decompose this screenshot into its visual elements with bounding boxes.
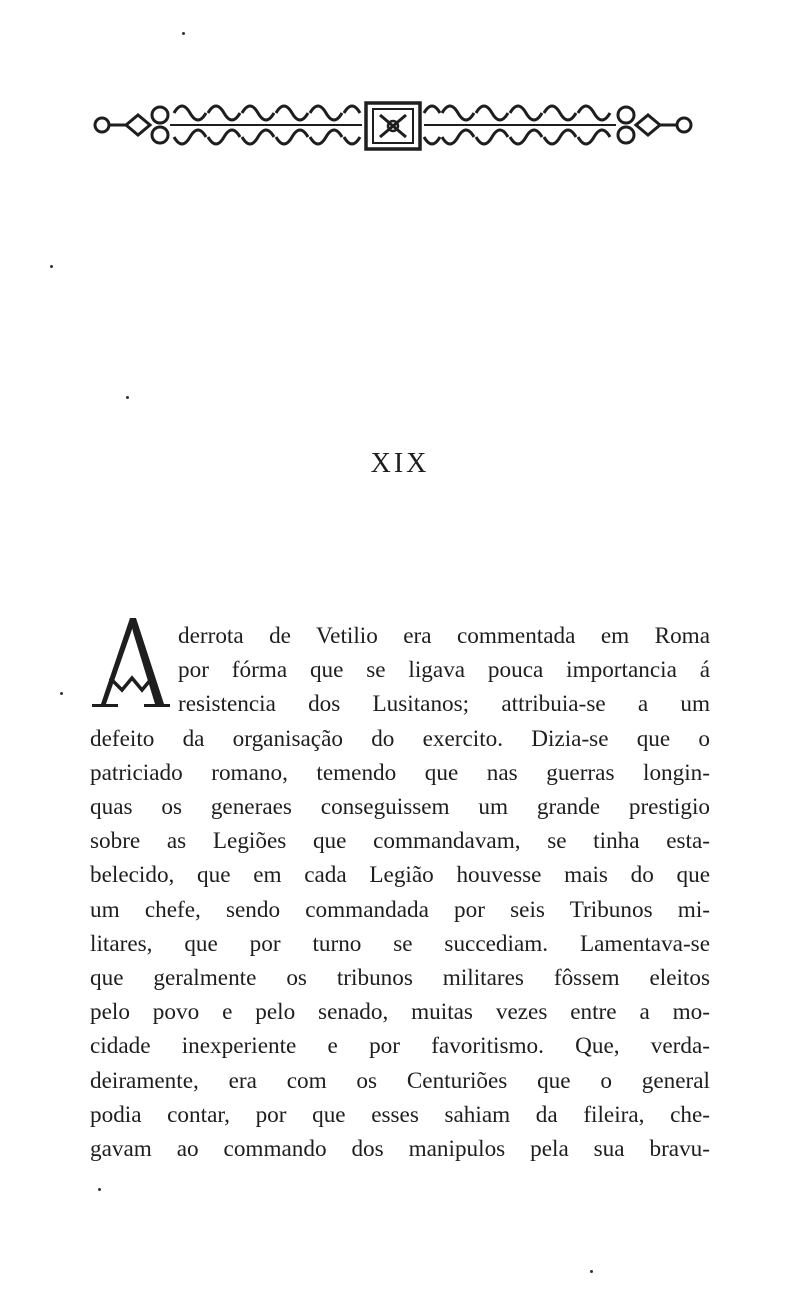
text-line: litares, que por turno se succediam. Lamentava-se — [90, 930, 710, 957]
text-line: por fórma que se ligava pouca importancia á — [178, 657, 710, 684]
scan-speck — [126, 396, 129, 399]
text-line: cidade inexperiente e por favoritismo. Que, verda- — [90, 1033, 710, 1060]
text-line: pelo povo e pelo senado, muitas vezes entre a mo- — [90, 999, 710, 1026]
text-line: quas os generaes conseguissem um grande prestigio — [90, 794, 710, 821]
scan-speck — [590, 1270, 593, 1273]
text-line: belecido, que em cada Legião houvesse mais do que — [90, 862, 710, 889]
scan-speck — [60, 692, 63, 695]
scan-speck — [98, 1188, 101, 1191]
text-line: que geralmente os tribunos militares fôssem eleitos — [90, 965, 710, 992]
text-line: podia contar, por que esses sahiam da fileira, che- — [90, 1101, 710, 1128]
text-line: resistencia dos Lusitanos; attribuia-se a um — [178, 691, 710, 718]
text-line: derrota de Vetilio era commentada em Roma — [178, 623, 710, 649]
text-line: sobre as Legiões que commandavam, se tinha esta- — [90, 828, 710, 855]
text-line: patriciado romano, temendo que nas guerras longin- — [90, 759, 710, 786]
scan-speck — [50, 265, 53, 268]
text-line: deiramente, era com os Centuriões que o general — [90, 1067, 710, 1094]
chapter-number: XIX — [370, 448, 430, 479]
text-line: gavam ao commando dos manipulos pela sua bravu- — [90, 1136, 710, 1163]
text-line: defeito da organisação do exercito. Dizia-se que o — [90, 725, 710, 752]
ornamental-header-band — [90, 93, 696, 157]
body-text — [90, 619, 710, 1166]
text-line: um chefe, sendo commandada por seis Tribunos mi- — [90, 896, 710, 923]
scan-speck — [182, 32, 185, 35]
